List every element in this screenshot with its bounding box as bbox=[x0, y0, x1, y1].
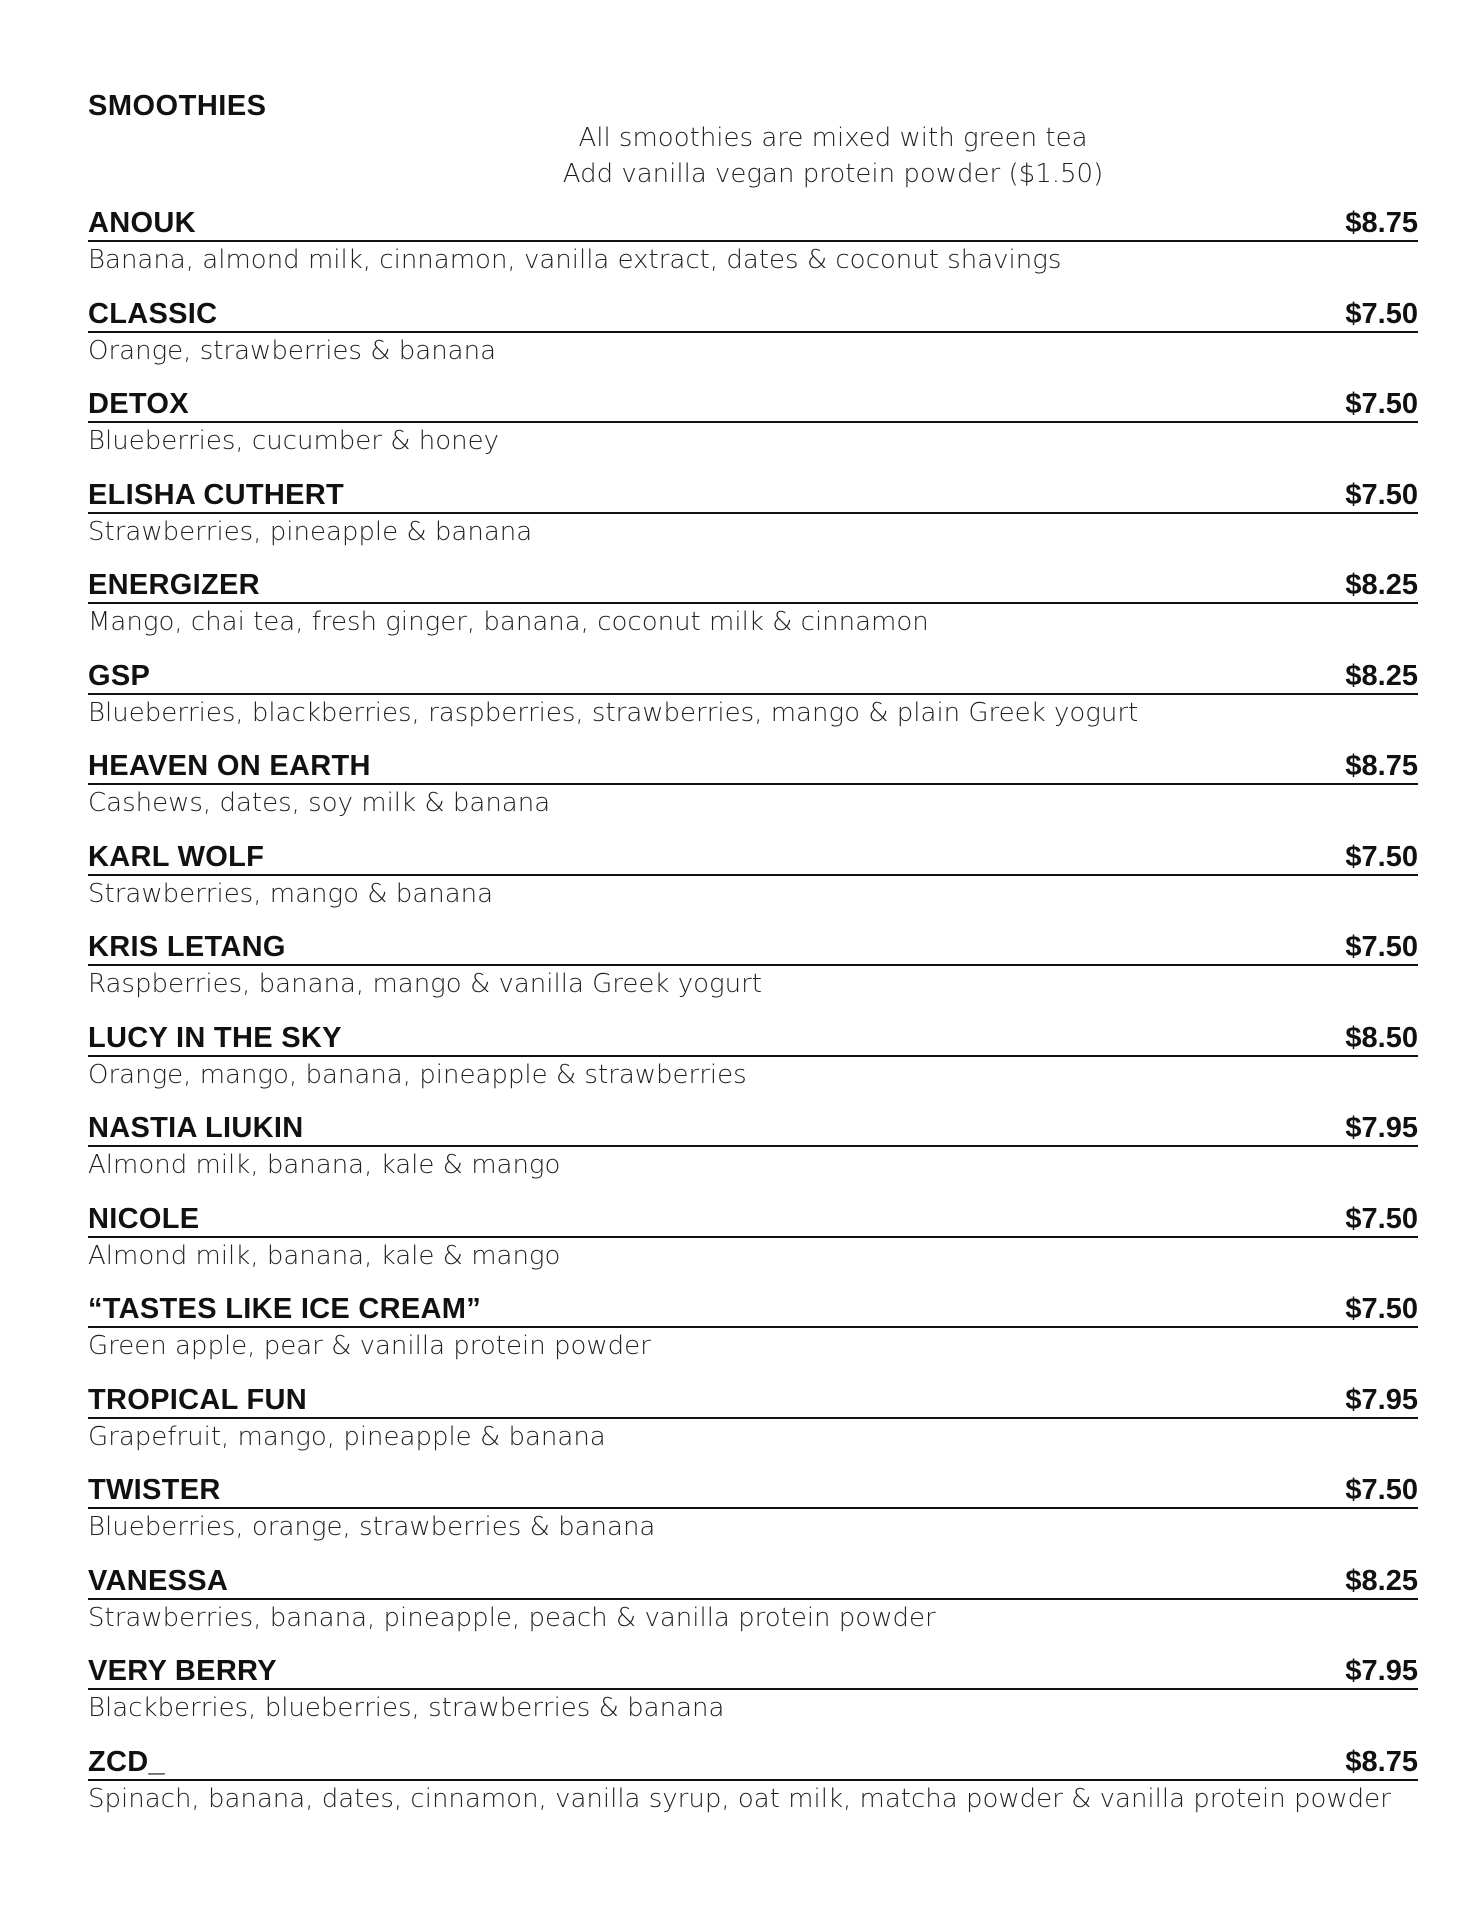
menu-item-description: Green apple, pear & vanilla protein powder bbox=[88, 1331, 651, 1361]
menu-item-header bbox=[88, 838, 1418, 876]
menu-item bbox=[88, 657, 1418, 748]
menu-item bbox=[88, 1200, 1418, 1291]
menu-item-price: $7.50 bbox=[1345, 1202, 1418, 1235]
menu-item-header bbox=[88, 1743, 1418, 1781]
menu-item-name: HEAVEN ON EARTH bbox=[88, 750, 371, 782]
menu-item-price: $8.75 bbox=[1345, 750, 1418, 782]
menu-item-header bbox=[88, 1109, 1418, 1147]
menu-item-header bbox=[88, 1019, 1418, 1057]
menu-item-header bbox=[88, 747, 1418, 785]
menu-item bbox=[88, 1109, 1418, 1200]
menu-item bbox=[88, 838, 1418, 929]
menu-item-description: Orange, strawberries & banana bbox=[88, 335, 497, 366]
menu-item-description: Strawberries, mango & banana bbox=[88, 878, 494, 909]
menu-item-price: $7.50 bbox=[1345, 931, 1418, 963]
menu-item-name: TWISTER bbox=[88, 1474, 221, 1506]
menu-item-header bbox=[88, 657, 1418, 695]
menu-item bbox=[88, 476, 1418, 567]
menu-item bbox=[88, 295, 1418, 386]
menu-item-description: Blueberries, cucumber & honey bbox=[88, 426, 500, 456]
menu-item-description: Blackberries, blueberries, strawberries & banana bbox=[88, 1693, 725, 1723]
menu-item-price: $7.50 bbox=[1345, 1474, 1418, 1506]
menu-item bbox=[88, 204, 1418, 295]
menu-item-name: ELISHA CUTHERT bbox=[88, 478, 345, 511]
menu-item-header bbox=[88, 928, 1418, 966]
menu-item bbox=[88, 566, 1418, 657]
menu-item-price: $8.25 bbox=[1345, 1564, 1418, 1597]
menu-item-name: VERY BERRY bbox=[88, 1655, 277, 1687]
menu-item bbox=[88, 1652, 1418, 1743]
menu-item bbox=[88, 747, 1418, 838]
menu-item-price: $8.25 bbox=[1345, 569, 1418, 601]
menu-item-price: $8.75 bbox=[1345, 1745, 1418, 1778]
menu-item bbox=[88, 385, 1418, 476]
menu-item-description: Blueberries, blackberries, raspberries, strawberries, mango & plain Greek yogurt bbox=[88, 697, 1139, 728]
note-protein-addon: Add vanilla vegan protein powder ($1.50) bbox=[562, 159, 1104, 189]
menu-items-list bbox=[88, 204, 1418, 1833]
menu-item-description: Cashews, dates, soy milk & banana bbox=[88, 788, 551, 818]
menu-item bbox=[88, 1471, 1418, 1562]
menu-item-price: $7.50 bbox=[1345, 297, 1418, 330]
menu-item-header bbox=[88, 1290, 1418, 1328]
menu-item-description: Grapefruit, mango, pineapple & banana bbox=[88, 1421, 606, 1452]
menu-item-name: ENERGIZER bbox=[88, 569, 260, 601]
menu-item-price: $7.50 bbox=[1345, 388, 1418, 420]
menu-item-price: $8.50 bbox=[1345, 1021, 1418, 1054]
menu-item-price: $8.75 bbox=[1345, 207, 1418, 239]
menu-item bbox=[88, 1381, 1418, 1472]
menu-item bbox=[88, 1019, 1418, 1110]
menu-item-description: Almond milk, banana, kale & mango bbox=[88, 1150, 561, 1180]
menu-item-header bbox=[88, 1200, 1418, 1238]
menu-item-header bbox=[88, 1562, 1418, 1600]
menu-item-description: Mango, chai tea, fresh ginger, banana, coconut milk & cinnamon bbox=[88, 607, 929, 637]
menu-item-header bbox=[88, 1381, 1418, 1419]
menu-item-price: $7.95 bbox=[1345, 1112, 1418, 1144]
menu-item-description: Strawberries, pineapple & banana bbox=[88, 516, 533, 547]
menu-page bbox=[88, 86, 1418, 1833]
menu-item-header bbox=[88, 204, 1418, 242]
menu-item-header bbox=[88, 385, 1418, 423]
menu-item-name: LUCY IN THE SKY bbox=[88, 1021, 342, 1054]
menu-item bbox=[88, 1743, 1418, 1834]
menu-item bbox=[88, 928, 1418, 1019]
menu-notes bbox=[88, 120, 1418, 192]
menu-item-name: TROPICAL FUN bbox=[88, 1383, 307, 1416]
menu-item-description: Banana, almond milk, cinnamon, vanilla extract, dates & coconut shavings bbox=[88, 245, 1062, 275]
menu-item-price: $8.25 bbox=[1345, 659, 1418, 692]
menu-item-header bbox=[88, 476, 1418, 514]
menu-item-price: $7.95 bbox=[1345, 1383, 1418, 1416]
menu-item-description: Orange, mango, banana, pineapple & strawberries bbox=[88, 1059, 747, 1090]
menu-item bbox=[88, 1562, 1418, 1653]
menu-item-header bbox=[88, 1471, 1418, 1509]
menu-item bbox=[88, 1290, 1418, 1381]
menu-item-name: DETOX bbox=[88, 388, 189, 420]
menu-item-name: KARL WOLF bbox=[88, 840, 265, 873]
menu-item-name: ANOUK bbox=[88, 207, 196, 239]
menu-item-name: “TASTES LIKE ICE CREAM” bbox=[88, 1293, 482, 1325]
menu-item-price: $7.95 bbox=[1345, 1655, 1418, 1687]
menu-item-name: NASTIA LIUKIN bbox=[88, 1112, 304, 1144]
menu-item-header bbox=[88, 1652, 1418, 1690]
menu-item-name: KRIS LETANG bbox=[88, 931, 286, 963]
menu-item-name: VANESSA bbox=[88, 1564, 229, 1597]
menu-item-price: $7.50 bbox=[1345, 1293, 1418, 1325]
menu-item-description: Raspberries, banana, mango & vanilla Greek yogurt bbox=[88, 969, 762, 999]
menu-item-header bbox=[88, 566, 1418, 604]
menu-item-description: Strawberries, banana, pineapple, peach & vanilla protein powder bbox=[88, 1602, 936, 1633]
menu-item-description: Blueberries, orange, strawberries & banana bbox=[88, 1512, 656, 1542]
menu-item-name: NICOLE bbox=[88, 1202, 200, 1235]
menu-item-name: CLASSIC bbox=[88, 297, 218, 330]
menu-item-price: $7.50 bbox=[1345, 840, 1418, 873]
section-title: SMOOTHIES bbox=[88, 90, 267, 122]
menu-item-name: ZCD_ bbox=[88, 1745, 165, 1778]
menu-item-price: $7.50 bbox=[1345, 478, 1418, 511]
menu-item-description: Almond milk, banana, kale & mango bbox=[88, 1240, 561, 1271]
note-green-tea: All smoothies are mixed with green tea bbox=[578, 123, 1088, 153]
menu-item-name: GSP bbox=[88, 659, 151, 692]
menu-item-description: Spinach, banana, dates, cinnamon, vanilla syrup, oat milk, matcha powder & vanilla protein powder bbox=[88, 1783, 1391, 1814]
menu-item-header bbox=[88, 295, 1418, 333]
